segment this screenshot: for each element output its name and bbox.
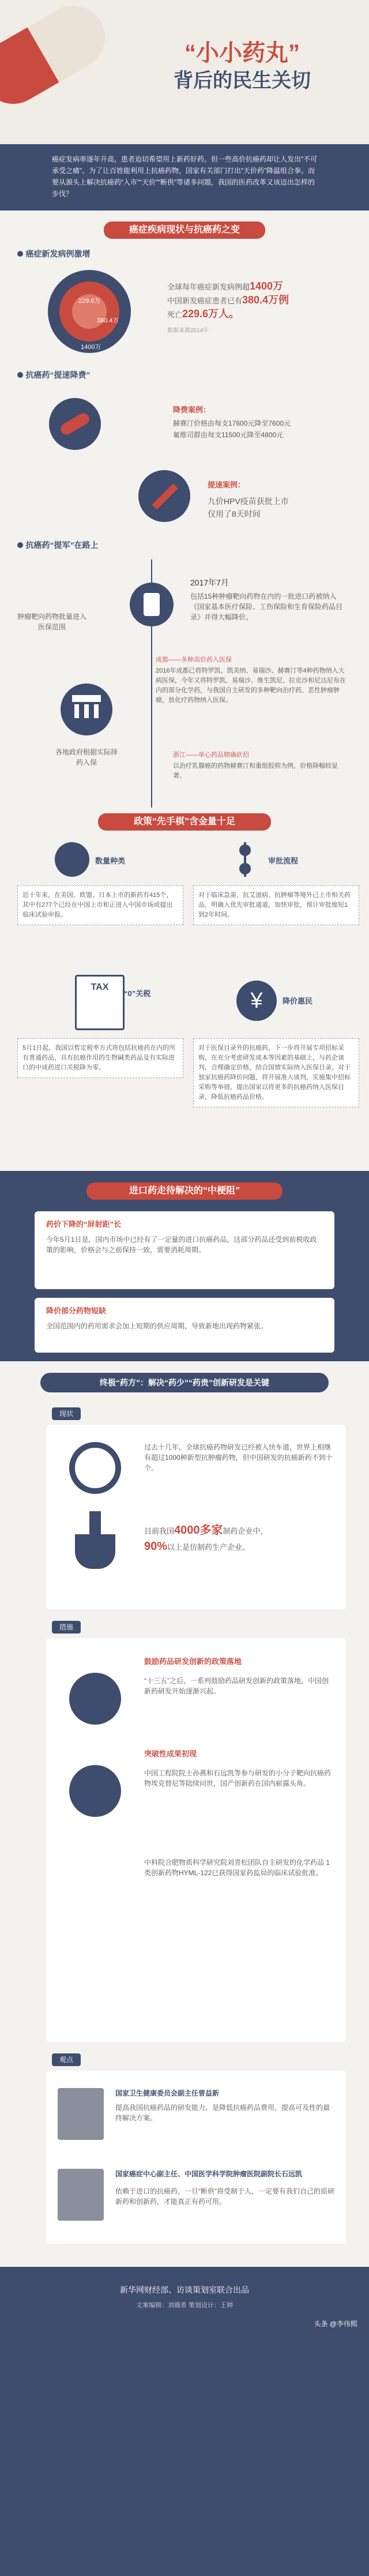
generic-ratio: 90% bbox=[144, 1540, 168, 1553]
card2-text: 全国范围内的药用需求会加上短期的供应周期，导致新地出现药物紧张。 bbox=[46, 1322, 268, 1330]
sub-heading-label: 抗癌药“提速降费” bbox=[25, 370, 91, 380]
price-case-tag: 降费案例： bbox=[173, 405, 211, 414]
quantity-icon bbox=[55, 842, 89, 877]
approval-icon bbox=[228, 842, 262, 877]
status-text-1: 过去十几年，全球抗癌药物研发已经被入快车道，世界上相继有超过1000种新型抗肿瘤药物，但中国研发的抗癌新药不到十个。 bbox=[144, 1443, 333, 1472]
donut-label-a: 229.6万 bbox=[78, 298, 101, 305]
intro-band bbox=[0, 144, 369, 211]
timeline-year: 2017年7月 bbox=[190, 578, 229, 587]
donut-chart bbox=[46, 268, 133, 355]
section4-title-bar bbox=[40, 1373, 329, 1392]
card2-heading: 降价部分药物短缺 bbox=[46, 1306, 107, 1315]
stat-value-1: 1400万 bbox=[250, 280, 284, 292]
stat-label-3: 死亡 bbox=[167, 310, 183, 319]
measure1-text: “十三五”之后，一系列鼓励药品研发创新的政策落地，中国创新药研发开始逐渐兴起。 bbox=[144, 1677, 329, 1695]
opinion-button: 观点 bbox=[52, 2053, 81, 2066]
timeline-text-1: 包括15种肿瘤靶向药物在内的一批进口药被纳入《国家基本医疗保险、工伤保险和生育保险药品目录》并得大幅降价。 bbox=[190, 592, 343, 621]
donut-label-b: 380.4万 bbox=[97, 317, 119, 324]
globe-icon bbox=[69, 1442, 121, 1494]
measure2-text: 中国工程院院士孙燕和石远凯等参与研发的小分子靶向抗癌药物埃克替尼等陆续问世，国产创新药在国内崭露头角。 bbox=[144, 1769, 332, 1788]
footer-editors: 文案编辑：刘薇希 策划设计：王婷 bbox=[135, 2302, 234, 2309]
stat-value-2: 380.4万例 bbox=[242, 294, 289, 306]
status-text-2b: 制药企业中， bbox=[223, 1527, 268, 1535]
tax-label: TAX bbox=[91, 982, 109, 992]
status-text-2c: 以上是仿制药生产企业。 bbox=[167, 1543, 250, 1552]
opinion2-name: 国家癌症中心副主任、中国医学科学院肿瘤医院副院长石远凯 bbox=[115, 2170, 303, 2178]
price-cut-text: 对于医保目录外的抗癌药，下一步将开展专项招标采购，在充分考虑研发成本等因素的基础上，与药企谈判，合理确定价格，结合国情实际纳入医保目录。对于独家抗癌药降价问题，将开展准入谈判，实施集中招标采购等举措，提出国家以将更多的抗癌药纳入医保目录，降低抗癌药品价格。 bbox=[193, 1038, 359, 1107]
status-text-2a: 目前我国 bbox=[144, 1527, 175, 1535]
sub-heading-cases bbox=[17, 248, 90, 260]
tax-icon bbox=[75, 975, 125, 1030]
measure2-heading: 突破性成果初现 bbox=[144, 1749, 197, 1758]
stat-label-2: 中国新发癌症患者已有 bbox=[167, 296, 243, 305]
measures-button: 措施 bbox=[52, 1621, 81, 1634]
section2-title: 政策“先手棋”含金量十足 bbox=[98, 813, 271, 831]
tax-text: 5月1日起，我国以暂定税率方式将包括抗癌药在内的所有普通药品、具有抗癌作用的生物碱类药品及有实际进口的中成药进口关税降为零。 bbox=[17, 1038, 183, 1078]
footer-credit: 新华网财经部、访谈策划室联合出品 bbox=[120, 2285, 249, 2295]
intro-text: 癌症发病率逐年升高，患者迫切希望用上新药好药，但一些高价抗癌药却让人发出“不可承受之痛”。为了让百姓能利用上抗癌药物，国家有关部门打出“天价药”降温组合拳。而要从源头上解决抗癌药“入市”“天价”“断供”等诸多问题，我国的医药改革又该迈出怎样的步伐？ bbox=[52, 155, 317, 198]
zhejiang-text: 以治疗乳腺癌的药物赫赛汀和重组胶抑为例，价格降幅较显著。 bbox=[173, 763, 338, 779]
sub-heading-speed bbox=[17, 369, 90, 381]
measure1-heading: 鼓励药品研发创新的政策落地 bbox=[144, 1657, 242, 1666]
opinion1-name: 国家卫生健康委员会副主任曾益新 bbox=[115, 2089, 220, 2097]
card1-heading: 药价下降的“屏射距”长 bbox=[46, 1220, 122, 1229]
donut-label-c: 1400万 bbox=[81, 344, 101, 351]
speed-case-tag: 提速案例： bbox=[208, 480, 246, 489]
page-title: “小小药丸” bbox=[184, 40, 300, 66]
footer bbox=[0, 2267, 369, 2576]
opinion2-text: 依赖于进口的抗癌药，一旦“断供”将受制于人，一定要有我们自己的原研新药和创新药，才能真正有药可用。 bbox=[115, 2187, 334, 2206]
avatar bbox=[58, 2088, 104, 2140]
left-note-1: 肿瘤靶向药物批量进入医保范围 bbox=[17, 613, 87, 631]
watermark: 头条 @李伟熙 bbox=[314, 2320, 357, 2328]
left-note-2: 各地政府根据实际择药入保 bbox=[55, 748, 118, 767]
tax-heading: “0”关税 bbox=[124, 989, 151, 998]
dna-icon bbox=[69, 1673, 121, 1725]
capsule-icon bbox=[49, 398, 101, 450]
page-subtitle: 背后的民生关切 bbox=[174, 70, 311, 92]
bullet-icon bbox=[17, 372, 23, 378]
sub-heading-label: 癌症新发病例激增 bbox=[25, 249, 91, 258]
header-banner bbox=[0, 0, 369, 144]
stat-label-1: 全球每年癌症新发病例超 bbox=[167, 283, 250, 291]
syringe-icon bbox=[138, 470, 190, 522]
sub-heading-label: 抗癌药“提军”在路上 bbox=[25, 540, 99, 550]
section3-card-2 bbox=[35, 1298, 334, 1353]
yen-icon: ¥ bbox=[236, 981, 277, 1021]
measure3-text: 中科院合肥物质科学研究院刘青松团队自主研发的化学药品 1 类创新药物HYML-122已获得国家药监局的临床试验批准。 bbox=[144, 1858, 330, 1877]
speed-case-text-1: 九价HPV疫苗获批上市 bbox=[208, 497, 289, 506]
quantity-heading: 数量种类 bbox=[95, 857, 126, 865]
speed-case-text-2: 仅用了8天时间 bbox=[208, 509, 261, 519]
enterprise-count: 4000多家 bbox=[174, 1524, 223, 1537]
chengdu-tag: 成都——多种高价药入医保 bbox=[156, 656, 232, 663]
opinion1-text: 提高我国抗癌药品的研发能力，是降低抗癌药品费用，提高可及性的最终解决方案。 bbox=[115, 2104, 330, 2122]
data-source: 数据来源2014年 bbox=[167, 328, 209, 334]
bullet-icon bbox=[17, 542, 23, 548]
avatar bbox=[58, 2169, 104, 2221]
medicine-bottle-icon bbox=[130, 583, 174, 626]
status-text-2 bbox=[144, 1523, 334, 1555]
price-case-text-1: 赫赛汀价格由每支17600元降至7600元 bbox=[173, 419, 291, 427]
sub-heading-medical bbox=[17, 539, 98, 551]
section4-title: 终极“药方”：解决“药少”“药贵”创新研发是关键 bbox=[100, 1378, 269, 1387]
government-icon bbox=[61, 684, 112, 735]
stats-block bbox=[167, 280, 352, 337]
flask-icon bbox=[69, 1511, 121, 1575]
research-icon bbox=[69, 1765, 121, 1817]
quantity-text: 近十年来，在美国、欧盟、日本上市的新药有415个，其中有277个已经在中国上市和正进入中国市场或提出临床试验申报。 bbox=[17, 885, 183, 925]
section3-title: 进口药走待解决的“中梗阻” bbox=[86, 1182, 283, 1200]
approval-heading: 审批流程 bbox=[268, 857, 299, 865]
zhejiang-tag: 浙江——单心药品精确砍招 bbox=[173, 752, 249, 758]
chengdu-text: 2016年成都已将特罗凯、凯美纳、易瑞沙、赫赛汀等4种药物纳入大病医保，今年又将特罗凯、易瑞沙、维生凯尼、拉克沙和尼达尼布在内的部分化学药，与我国自主研发的多种靶向治疗药、恶性肿瘤肿瘤，放化疗药物纳入医保。 bbox=[156, 667, 346, 704]
bullet-icon bbox=[17, 251, 23, 257]
pill-icon bbox=[0, 0, 116, 115]
section1-title: 癌症疾病现状与抗癌药之变 bbox=[104, 221, 265, 239]
status-quo-button: 现状 bbox=[52, 1407, 81, 1420]
stat-value-3: 229.6万人。 bbox=[182, 308, 240, 320]
approval-text: 对于临床急需、抗艾滋病、抗肿瘤等境外已上市相关药品，明确入优先审批通道，加快审批，预计审批缩短1到2年时间。 bbox=[193, 885, 359, 925]
section3-card-1 bbox=[35, 1211, 334, 1289]
card1-text: 今年5月1日是，国内市场中已经有了一定量的进口抗癌药品，这部分药品还受到前税收政策的影响，价格会与之前保持一致，需要消耗周期。 bbox=[46, 1236, 317, 1254]
price-case-text-2: 氟维司群由每支11500元降至4800元 bbox=[173, 431, 284, 439]
price-cut-heading: 降价惠民 bbox=[283, 997, 313, 1005]
